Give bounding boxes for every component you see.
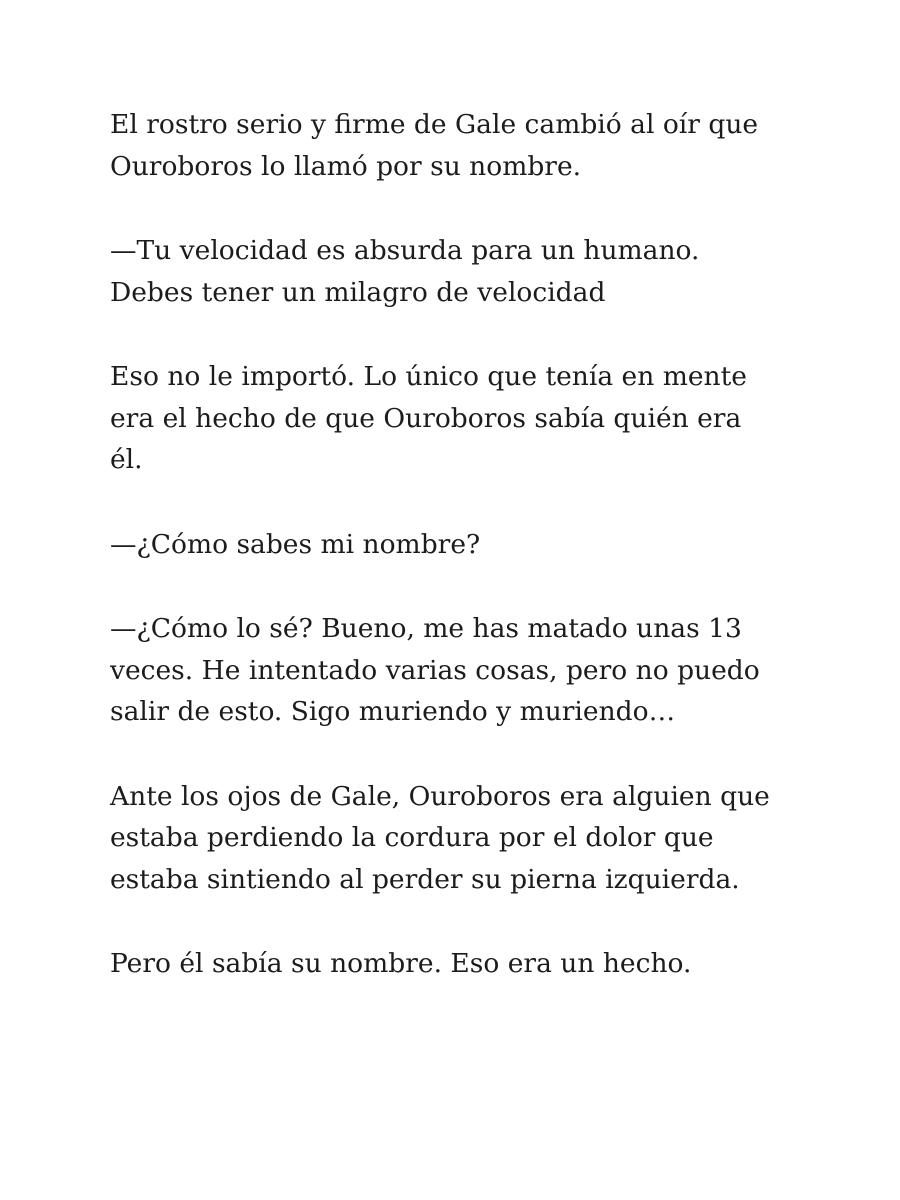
- paragraph-1: [110, 104, 830, 187]
- text-line: era el hecho de que Ouroboros sabía quién era: [110, 402, 742, 434]
- paragraph-2: [110, 230, 830, 313]
- paragraph-4: [110, 524, 830, 566]
- paragraph-5: [110, 608, 830, 733]
- text-line: él.: [110, 444, 143, 475]
- text-line: Eso no le importó. Lo único que tenía en mente: [110, 361, 747, 392]
- text-line: Ouroboros lo llamó por su nombre.: [110, 150, 582, 182]
- text-line: —¿Cómo lo sé? Bueno, me has matado unas 13: [110, 613, 742, 644]
- text-line: —Tu velocidad es absurda para un humano.: [110, 235, 700, 266]
- paragraph-6: [110, 776, 830, 901]
- text-line: estaba perdiendo la cordura por el dolor que: [110, 822, 714, 853]
- text-line: Pero él sabía su nombre. Eso era un hecho.: [110, 948, 692, 979]
- text-line: Ante los ojos de Gale, Ouroboros era alguien que: [110, 780, 770, 812]
- story-text: [110, 104, 830, 1028]
- text-line: Debes tener un milagro de velocidad: [110, 276, 606, 308]
- text-line: veces. He intentado varias cosas, pero no puedo: [110, 654, 760, 686]
- text-line: estaba sintiendo al perder su pierna izquierda.: [110, 863, 740, 895]
- paragraph-7: [110, 943, 830, 985]
- text-line: salir de esto. Sigo muriendo y muriendo…: [110, 696, 676, 727]
- text-line: El rostro serio y firme de Gale cambió al oír que: [110, 109, 759, 140]
- paragraph-3: [110, 356, 830, 481]
- text-line: —¿Cómo sabes mi nombre?: [110, 528, 481, 560]
